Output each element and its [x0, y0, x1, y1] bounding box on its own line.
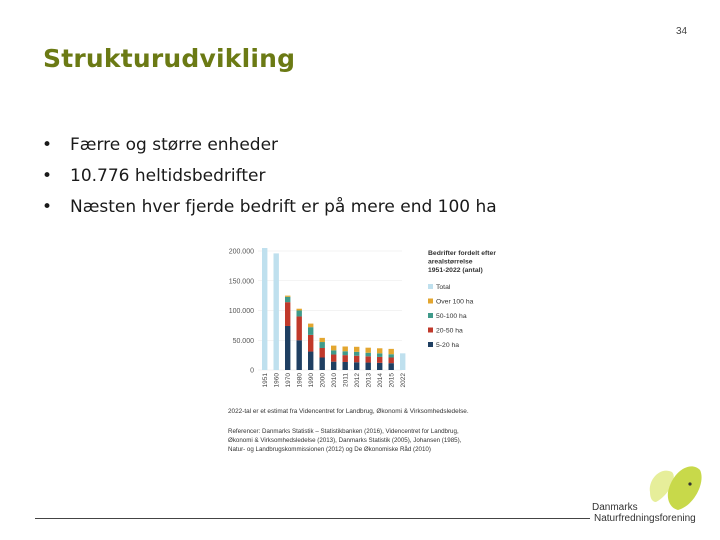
x-tick-label: 2012	[354, 373, 362, 388]
bar-segment-over-100-ha	[285, 296, 290, 297]
bar-segment-20-50-ha	[308, 335, 313, 352]
x-tick-label: 1960	[273, 373, 281, 388]
bar-segment-5-20-ha	[331, 362, 336, 370]
x-tick-label: 2014	[377, 373, 385, 388]
bullet-item	[42, 192, 497, 223]
bar-segment-total	[400, 353, 405, 370]
bar-segment-5-20-ha	[308, 352, 313, 370]
y-tick-label: 150.000	[228, 278, 254, 286]
legend-swatch	[428, 342, 433, 347]
bar-segment-5-20-ha	[377, 363, 382, 370]
bar-segment-50-100-ha	[343, 351, 348, 355]
bar-segment-5-20-ha	[285, 326, 290, 370]
logo-line: Naturfredningsforening	[594, 513, 696, 524]
legend-title: Bedrifter fordelt efter	[428, 250, 496, 257]
organization-logo	[592, 502, 696, 524]
x-tick-label: 1970	[285, 373, 293, 388]
bar-segment-50-100-ha	[285, 297, 290, 302]
bar-segment-5-20-ha	[354, 362, 359, 370]
bar-segment-over-100-ha	[308, 324, 313, 328]
bullet-dot-icon: •	[42, 166, 53, 186]
bar-segment-20-50-ha	[343, 355, 348, 362]
bar-segment-5-20-ha	[389, 363, 394, 370]
legend-label: Total	[436, 284, 451, 291]
bar-segment-over-100-ha	[377, 348, 382, 353]
bar-segment-over-100-ha	[354, 347, 359, 352]
bar-segment-over-100-ha	[366, 348, 371, 353]
x-tick-label: 2010	[331, 373, 339, 388]
chart-reference-line: Referencer: Danmarks Statistik – Statistikbanken (2016), Videncentret for Landbrug,	[228, 428, 459, 435]
logo-line: Danmarks	[592, 502, 638, 513]
legend-label: 50-100 ha	[436, 313, 467, 320]
bar-segment-20-50-ha	[354, 356, 359, 363]
bar-segment-20-50-ha	[320, 348, 325, 358]
bar-segment-50-100-ha	[308, 327, 313, 335]
bar-segment-50-100-ha	[366, 353, 371, 357]
bar-segment-5-20-ha	[343, 362, 348, 370]
bar-segment-50-100-ha	[320, 342, 325, 348]
x-tick-label: 2000	[319, 373, 327, 388]
bar-segment-5-20-ha	[320, 358, 325, 370]
y-tick-label: 50.000	[232, 337, 254, 345]
bullet-list	[42, 130, 497, 223]
bar-segment-20-50-ha	[285, 302, 290, 326]
x-tick-label: 1951	[262, 373, 270, 388]
chart-reference-line: Økonomi & Virksomhedsledelse (2013), Danmarks Statistik (2005), Johansen (1985),	[228, 437, 462, 444]
bullet-dot-icon: •	[42, 197, 53, 217]
chart-note: 2022-tal er et estimat fra Videncentret for Landbrug, Økonomi & Virksomhedsledelse.	[228, 408, 469, 415]
x-tick-label: 1990	[308, 373, 316, 388]
bar-segment-20-50-ha	[377, 357, 382, 363]
bar-segment-20-50-ha	[297, 316, 302, 340]
bar-segment-over-100-ha	[320, 338, 325, 342]
page-number: 34	[676, 26, 688, 37]
x-tick-label: 2013	[365, 373, 373, 388]
bar-segment-over-100-ha	[331, 346, 336, 351]
bar-segment-5-20-ha	[366, 363, 371, 370]
legend-title: arealstørrelse	[428, 258, 473, 266]
bar-segment-over-100-ha	[343, 346, 348, 351]
x-tick-label: 2015	[388, 373, 396, 388]
bar-segment-50-100-ha	[331, 350, 336, 354]
bar-segment-20-50-ha	[366, 356, 371, 362]
chart-reference-line: Natur- og Landbrugskommissionen (2012) og De Økonomiske Råd (2010)	[228, 446, 431, 453]
legend-swatch	[428, 284, 433, 289]
x-tick-label: 2022	[400, 373, 408, 388]
y-tick-label: 100.000	[228, 308, 254, 315]
bullet-item	[42, 130, 497, 161]
bullet-text: Færre og større enheder	[70, 135, 279, 155]
bar-segment-50-100-ha	[377, 353, 382, 357]
x-tick-label: 2011	[342, 373, 350, 387]
bullet-text: 10.776 heltidsbedrifter	[70, 166, 266, 186]
bar-segment-20-50-ha	[331, 355, 336, 362]
bar-segment-over-100-ha	[389, 349, 394, 354]
bar-segment-50-100-ha	[389, 354, 394, 357]
bullet-text: Næsten hver fjerde bedrift er på mere end 100 ha	[70, 197, 497, 217]
legend-title: 1951-2022 (antal)	[428, 267, 483, 274]
slide-title: Strukturudvikling	[43, 44, 296, 73]
legend-swatch	[428, 328, 433, 333]
farm-size-chart	[210, 238, 530, 464]
bar-segment-50-100-ha	[354, 352, 359, 356]
bar-segment-over-100-ha	[297, 309, 302, 311]
legend-swatch	[428, 299, 433, 304]
bar-segment-5-20-ha	[297, 340, 302, 370]
bar-segment-total	[274, 253, 279, 370]
legend-label: 20-50 ha	[436, 327, 463, 335]
y-tick-label: 0	[250, 367, 254, 375]
bullet-dot-icon: •	[42, 135, 53, 155]
footer-divider	[35, 518, 590, 519]
y-tick-label: 200.000	[228, 248, 254, 256]
bar-segment-20-50-ha	[389, 358, 394, 364]
legend-swatch	[428, 313, 433, 318]
bullet-item	[42, 161, 497, 192]
bar-segment-total	[262, 248, 267, 370]
x-tick-label: 1980	[296, 373, 304, 388]
legend-label: 5-20 ha	[436, 342, 460, 349]
bar-segment-50-100-ha	[297, 311, 302, 317]
legend-label: Over 100 ha	[436, 298, 474, 306]
